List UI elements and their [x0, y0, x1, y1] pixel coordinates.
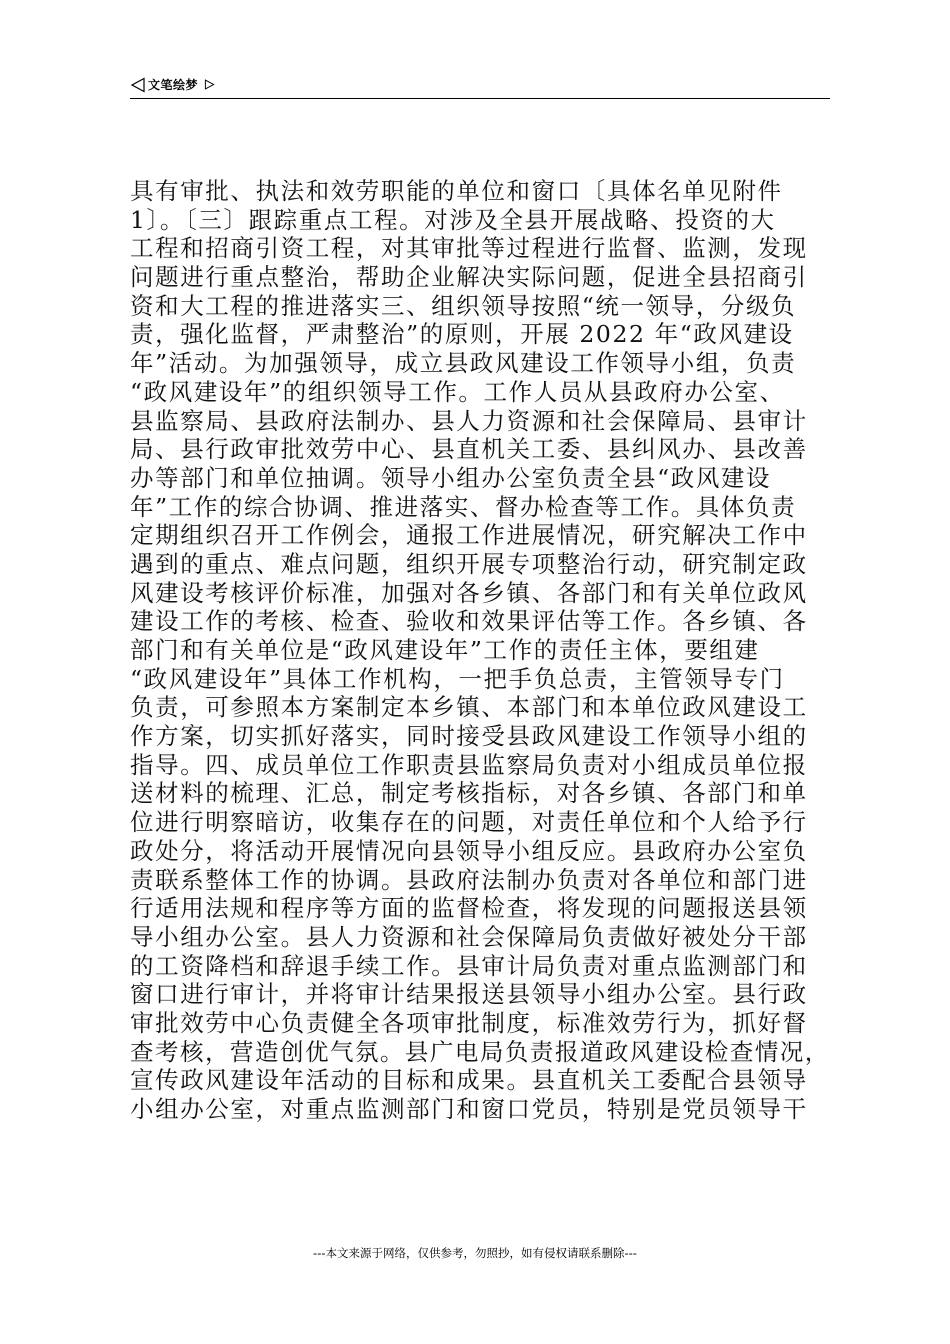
text-line: “政风建设年”具体工作机构，一把手负总责，主管领导专门: [130, 664, 785, 693]
text-line: 负责，可参照本方案制定本乡镇、本部门和本单位政风建设工: [130, 693, 808, 722]
text-line: 责，强化监督，严肃整治”的原则，开展 2022 年“政风建设: [130, 320, 794, 349]
text-line: 导小组办公室。县人力资源和社会保障局负责做好被处分干部: [130, 922, 808, 951]
brand: [130, 76, 215, 93]
text-line: 政处分，将活动开展情况向县领导小组反应。县政府办公室负: [130, 836, 808, 865]
footer-notice: ---本文来源于网络，仅供参考，勿照抄，如有侵权请联系删除---: [313, 1246, 637, 1260]
brand-name: 文笔绘梦: [148, 78, 199, 92]
text-line: 窗口进行审计，并将审计结果报送县领导小组办公室。县行政: [130, 980, 808, 1009]
text-line: 宣传政风建设年活动的目标和成果。县直机关工委配合县领导: [130, 1066, 808, 1095]
text-line: 风建设考核评价标准，加强对各乡镇、各部门和有关单位政风: [130, 578, 808, 607]
text-line: 资和大工程的推进落实三、组织领导按照“统一领导，分级负: [130, 291, 797, 320]
text-line: 年”工作的综合协调、推进落实、督办检查等工作。具体负责: [130, 492, 797, 521]
triangle-right-icon: [204, 79, 215, 90]
text-line: “政风建设年”的组织领导工作。工作人员从县政府办公室、: [130, 377, 785, 406]
text-line: 审批效劳中心负责健全各项审批制度，标准效劳行为，抓好督: [130, 1008, 808, 1037]
text-line: 局、县行政审批效劳中心、县直机关工委、县纠风办、县改善: [130, 435, 808, 464]
text-line: 的工资降档和辞退手续工作。县审计局负责对重点监测部门和: [130, 951, 808, 980]
document-body: [130, 177, 830, 1124]
text-line: 送材料的梳理、汇总，制定考核指标，对各乡镇、各部门和单: [130, 779, 808, 808]
text-line: 查考核，营造创优气氛。县广电局负责报道政风建设检查情况，: [130, 1037, 830, 1066]
text-line: 作方案，切实抓好落实，同时接受县政风建设工作领导小组的: [130, 722, 808, 751]
page-header: [130, 76, 830, 99]
text-line: 工程和招商引资工程，对其审批等过程进行监督、监测，发现: [130, 234, 808, 263]
text-line: 县监察局、县政府法制办、县人力资源和社会保障局、县审计: [130, 406, 808, 435]
triangle-left-icon: [130, 77, 146, 93]
text-line: 具有审批、执法和效劳职能的单位和窗口〔具体名单见附件: [130, 177, 783, 205]
text-line: 指导。四、成员单位工作职责县监察局负责对小组成员单位报: [130, 750, 808, 779]
text-line: 位进行明察暗访，收集存在的问题，对责任单位和个人给予行: [130, 808, 808, 837]
text-line: 1〕。〔三〕跟踪重点工程。对涉及全县开展战略、投资的大: [130, 205, 776, 234]
text-line: 建设工作的考核、检查、验收和效果评估等工作。各乡镇、各: [130, 607, 808, 636]
text-line: 办等部门和单位抽调。领导小组办公室负责全县“政风建设: [130, 463, 772, 492]
text-line: 小组办公室，对重点监测部门和窗口党员，特别是党员领导干: [130, 1095, 808, 1123]
text-line: 行适用法规和程序等方面的监督检查，将发现的问题报送县领: [130, 894, 808, 923]
text-line: 部门和有关单位是“政风建设年”工作的责任主体，要组建: [130, 636, 760, 664]
text-line: 定期组织召开工作例会，通报工作进展情况，研究解决工作中: [130, 521, 808, 550]
text-line: 年”活动。为加强领导，成立县政风建设工作领导小组，负责: [130, 349, 797, 378]
text-line: 责联系整体工作的协调。县政府法制办负责对各单位和部门进: [130, 865, 808, 894]
text-line: 问题进行重点整治，帮助企业解决实际问题，促进全县招商引: [130, 263, 808, 292]
text-line: 遇到的重点、难点问题，组织开展专项整治行动，研究制定政: [130, 549, 808, 578]
